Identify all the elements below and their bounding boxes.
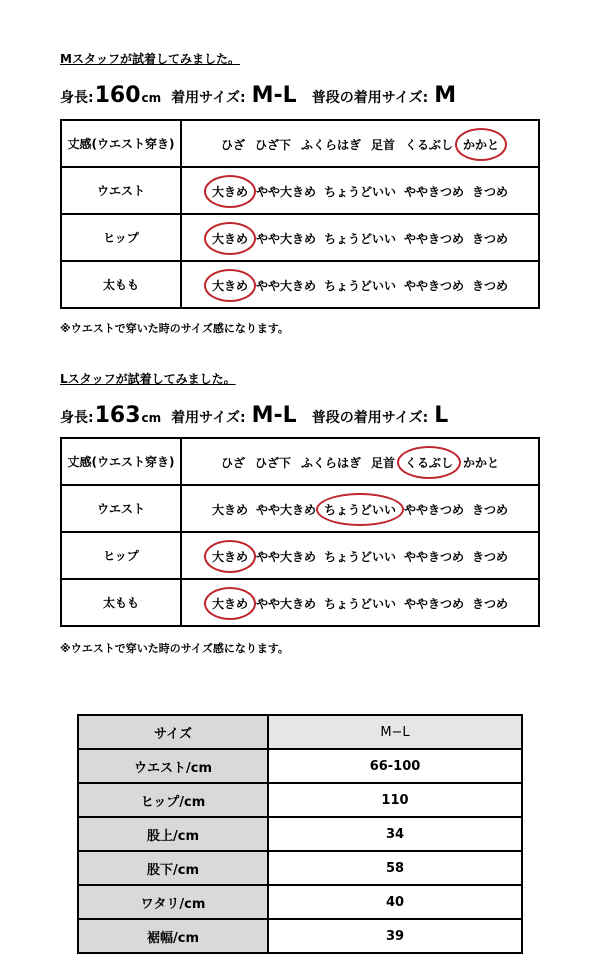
fit-option-selected: 大きめ bbox=[211, 185, 248, 199]
size-table-header bbox=[78, 715, 522, 749]
fit-option: ちょうどいい bbox=[323, 232, 396, 246]
fit-options bbox=[181, 120, 539, 167]
fit-option-selected: 大きめ bbox=[211, 232, 248, 246]
staff-m-section bbox=[60, 50, 540, 335]
fit-options bbox=[181, 532, 539, 579]
fit-row-label: ヒップ bbox=[61, 532, 181, 579]
fit-option-selected: くるぶし bbox=[405, 456, 454, 470]
fit-option-selected: かかと bbox=[463, 138, 500, 152]
fit-row-label: ウエスト bbox=[61, 167, 181, 214]
fit-option: ややきつめ bbox=[404, 550, 465, 564]
height-value: 160 bbox=[94, 83, 141, 108]
size-row bbox=[78, 783, 522, 817]
fit-option: ひざ bbox=[220, 138, 245, 152]
fit-options bbox=[181, 167, 539, 214]
staff-profile bbox=[60, 83, 540, 108]
fit-options bbox=[181, 214, 539, 261]
fit-option: ややきつめ bbox=[404, 503, 465, 517]
size-row bbox=[78, 851, 522, 885]
fit-option: やや大きめ bbox=[255, 232, 316, 246]
usual-size-value: M bbox=[434, 83, 457, 108]
fit-option: やや大きめ bbox=[255, 503, 316, 517]
size-row-label: 股下/cm bbox=[78, 851, 268, 885]
fit-option: ひざ bbox=[220, 456, 245, 470]
fit-option: ややきつめ bbox=[404, 597, 465, 611]
wear-size-value: M-L bbox=[251, 403, 297, 428]
fit-option: ひざ下 bbox=[254, 456, 291, 470]
fit-row bbox=[61, 579, 539, 626]
size-row bbox=[78, 749, 522, 783]
fit-row bbox=[61, 167, 539, 214]
fit-table bbox=[60, 437, 540, 627]
fit-option: きつめ bbox=[472, 503, 509, 517]
fit-option: 足首 bbox=[371, 456, 396, 470]
fit-options bbox=[181, 579, 539, 626]
fit-option-selected: 大きめ bbox=[211, 597, 248, 611]
fit-option: ちょうどいい bbox=[323, 597, 396, 611]
section-heading: Lスタッフが試着してみました。 bbox=[60, 372, 236, 386]
fit-option: やや大きめ bbox=[255, 550, 316, 564]
height-unit: cm bbox=[141, 411, 162, 425]
fit-option-selected: 大きめ bbox=[211, 279, 248, 293]
size-header-value: M−L bbox=[268, 715, 522, 749]
usual-size-value: L bbox=[434, 403, 449, 428]
fit-option: 足首 bbox=[371, 138, 396, 152]
wear-size-label: 着用サイズ: bbox=[171, 90, 246, 106]
size-row-label: 股上/cm bbox=[78, 817, 268, 851]
size-row-value: 34 bbox=[268, 817, 522, 851]
fit-option: ややきつめ bbox=[404, 232, 465, 246]
fit-option: くるぶし bbox=[405, 138, 454, 152]
fit-option: やや大きめ bbox=[255, 279, 316, 293]
fit-note: ※ウエストで穿いた時のサイズ感になります。 bbox=[60, 322, 289, 335]
usual-size-label: 普段の着用サイズ: bbox=[311, 90, 429, 106]
size-row-value: 110 bbox=[268, 783, 522, 817]
height-label: 身長: bbox=[60, 90, 94, 106]
fit-option: ちょうどいい bbox=[323, 550, 396, 564]
section-heading: Mスタッフが試着してみました。 bbox=[60, 52, 240, 66]
height-label: 身長: bbox=[60, 410, 94, 426]
fit-row bbox=[61, 261, 539, 308]
fit-option: ややきつめ bbox=[404, 185, 465, 199]
fit-option: ややきつめ bbox=[404, 279, 465, 293]
fit-option: やや大きめ bbox=[255, 597, 316, 611]
fit-option: ちょうどいい bbox=[323, 279, 396, 293]
size-row-label: ワタリ/cm bbox=[78, 885, 268, 919]
fit-row-label: ヒップ bbox=[61, 214, 181, 261]
fit-row-label: ウエスト bbox=[61, 485, 181, 532]
size-row bbox=[78, 885, 522, 919]
size-row-value: 66-100 bbox=[268, 749, 522, 783]
fit-options bbox=[181, 261, 539, 308]
fit-note: ※ウエストで穿いた時のサイズ感になります。 bbox=[60, 642, 289, 655]
size-row-label: ヒップ/cm bbox=[78, 783, 268, 817]
fit-row bbox=[61, 532, 539, 579]
fit-option: きつめ bbox=[472, 279, 509, 293]
fit-option: きつめ bbox=[472, 597, 509, 611]
size-row-label: ウエスト/cm bbox=[78, 749, 268, 783]
fit-option: ちょうどいい bbox=[323, 185, 396, 199]
fit-row-label: 太もも bbox=[61, 579, 181, 626]
fit-row-label: 太もも bbox=[61, 261, 181, 308]
fit-row-label: 丈感(ウエスト穿き) bbox=[61, 120, 181, 167]
height-unit: cm bbox=[141, 91, 162, 105]
fit-row bbox=[61, 438, 539, 485]
fit-option: やや大きめ bbox=[255, 185, 316, 199]
height-value: 163 bbox=[94, 403, 141, 428]
size-row bbox=[78, 817, 522, 851]
size-row bbox=[78, 919, 522, 953]
wear-size-value: M-L bbox=[251, 83, 297, 108]
fit-option: きつめ bbox=[472, 232, 509, 246]
fit-option: きつめ bbox=[472, 550, 509, 564]
fit-option-selected: ちょうどいい bbox=[323, 503, 396, 517]
usual-size-label: 普段の着用サイズ: bbox=[311, 410, 429, 426]
staff-l-section bbox=[60, 370, 540, 655]
fit-row-label: 丈感(ウエスト穿き) bbox=[61, 438, 181, 485]
fit-option: かかと bbox=[463, 456, 500, 470]
fit-option-selected: 大きめ bbox=[211, 550, 248, 564]
fit-option: ひざ下 bbox=[254, 138, 291, 152]
wear-size-label: 着用サイズ: bbox=[171, 410, 246, 426]
size-row-value: 58 bbox=[268, 851, 522, 885]
fit-row bbox=[61, 120, 539, 167]
size-row-value: 40 bbox=[268, 885, 522, 919]
fit-option: 大きめ bbox=[211, 503, 248, 517]
fit-options bbox=[181, 485, 539, 532]
size-header-label: サイズ bbox=[78, 715, 268, 749]
fit-option: ふくらはぎ bbox=[300, 138, 361, 152]
size-row-label: 裾幅/cm bbox=[78, 919, 268, 953]
fit-option: きつめ bbox=[472, 185, 509, 199]
fit-option: ふくらはぎ bbox=[300, 456, 361, 470]
size-table bbox=[77, 714, 523, 954]
staff-profile bbox=[60, 403, 540, 428]
fit-table bbox=[60, 119, 540, 309]
size-row-value: 39 bbox=[268, 919, 522, 953]
fit-row bbox=[61, 214, 539, 261]
fit-row bbox=[61, 485, 539, 532]
fit-options bbox=[181, 438, 539, 485]
